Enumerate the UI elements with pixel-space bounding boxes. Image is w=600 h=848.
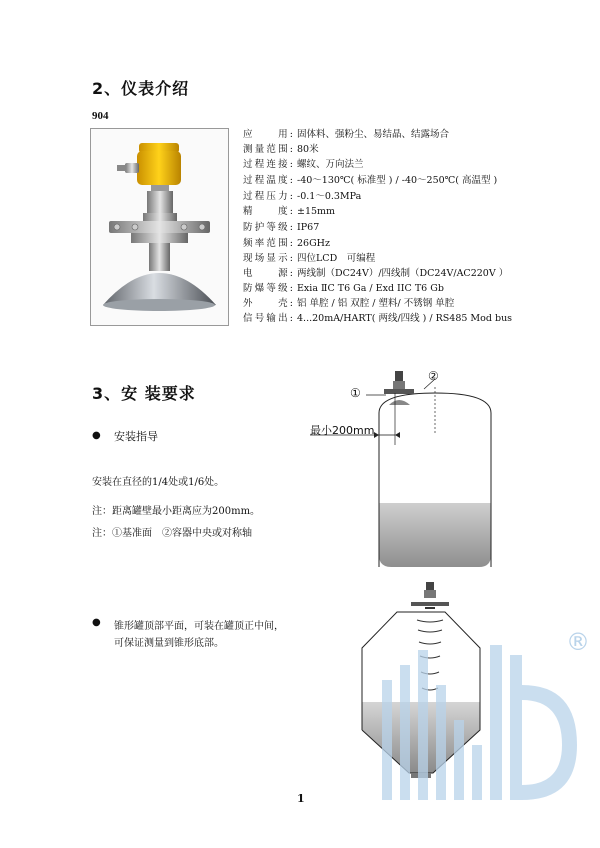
spec-value: 四位LCD 可编程	[297, 253, 376, 264]
install-guide-heading: 安装指导	[114, 430, 158, 443]
spec-row	[243, 238, 330, 250]
spec-label: 电 源:	[243, 268, 293, 279]
spec-row	[243, 283, 444, 295]
spec-label: 防爆等级:	[243, 283, 293, 294]
spec-label: 应 用:	[243, 129, 293, 140]
model-number: 904	[92, 110, 109, 122]
min-distance-label: 最小200mm	[310, 424, 375, 437]
spec-value: -40～130℃( 标准型 ) / -40～250℃( 高温型 )	[297, 175, 498, 186]
spec-row	[243, 268, 508, 280]
spec-value: Exia ⅡC T6 Ga / Exd IIC T6 Gb	[297, 283, 444, 294]
note-markers: 注：①基准面 ②容器中央或对称轴	[92, 528, 252, 539]
spec-value: 固体料、强粉尘、易结晶、结露场合	[297, 129, 450, 140]
section-3-title: 3、安 装要求	[92, 384, 196, 403]
product-photo	[90, 128, 229, 326]
spec-row	[243, 298, 454, 310]
spec-label: 精 度:	[243, 206, 293, 217]
reference-marker-1: ①	[350, 386, 361, 400]
spec-row	[243, 191, 361, 203]
spec-label: 测量范围:	[243, 144, 293, 155]
spec-row	[243, 129, 449, 141]
spec-label: 过程压力:	[243, 191, 293, 202]
spec-row	[243, 144, 319, 156]
spec-value: 26GHz	[297, 238, 330, 249]
bullet-dot: ●	[92, 430, 101, 441]
spec-value: 80米	[297, 144, 319, 155]
spec-label: 过程连接:	[243, 159, 293, 170]
spec-row	[243, 313, 512, 325]
spec-label: 现场显示:	[243, 253, 293, 264]
radar-level-meter-image	[91, 129, 228, 325]
spec-value: 铝 单腔 / 铝 双腔 / 塑料/ 不锈钢 单腔	[297, 298, 455, 309]
spec-label: 信号输出:	[243, 313, 293, 324]
spec-label: 频率范围:	[243, 238, 293, 249]
spec-value: -0.1～0.3MPa	[297, 191, 362, 202]
axis-marker-2: ②	[428, 369, 439, 383]
spec-row	[243, 206, 335, 218]
bullet-dot: ●	[92, 617, 101, 628]
cone-tank-text-1: 锥形罐顶部平面，可装在罐顶正中间，	[114, 621, 284, 632]
cone-tank-diagram	[345, 580, 495, 780]
spec-value: 螺纹、万向法兰	[297, 159, 364, 170]
note-min-distance: 注：距离罐壁最小距离应为200mm。	[92, 506, 261, 517]
spec-value: IP67	[297, 222, 320, 233]
page-number: 1	[297, 792, 305, 805]
section-2-title: 2、仪表介绍	[92, 79, 190, 98]
spec-label: 防护等级:	[243, 222, 293, 233]
spec-value: ±15mm	[297, 206, 336, 217]
spec-row	[243, 253, 375, 265]
tank-installation-diagram	[300, 365, 500, 570]
spec-row	[243, 175, 497, 187]
spec-row	[243, 222, 319, 234]
spec-value: 4...20mA/HART( 两线/四线 ) / RS485 Mod bus	[297, 313, 513, 324]
install-position-text: 安装在直径的1/4处或1/6处。	[92, 477, 225, 488]
registered-mark: ®	[566, 628, 590, 656]
cone-tank-text-2: 可保证测量到锥形底部。	[114, 638, 224, 649]
spec-label: 外 壳:	[243, 298, 293, 309]
spec-value: 两线制（DC24V）/四线制（DC24V/AC220V ）	[297, 268, 509, 279]
spec-row	[243, 159, 364, 171]
spec-label: 过程温度:	[243, 175, 293, 186]
